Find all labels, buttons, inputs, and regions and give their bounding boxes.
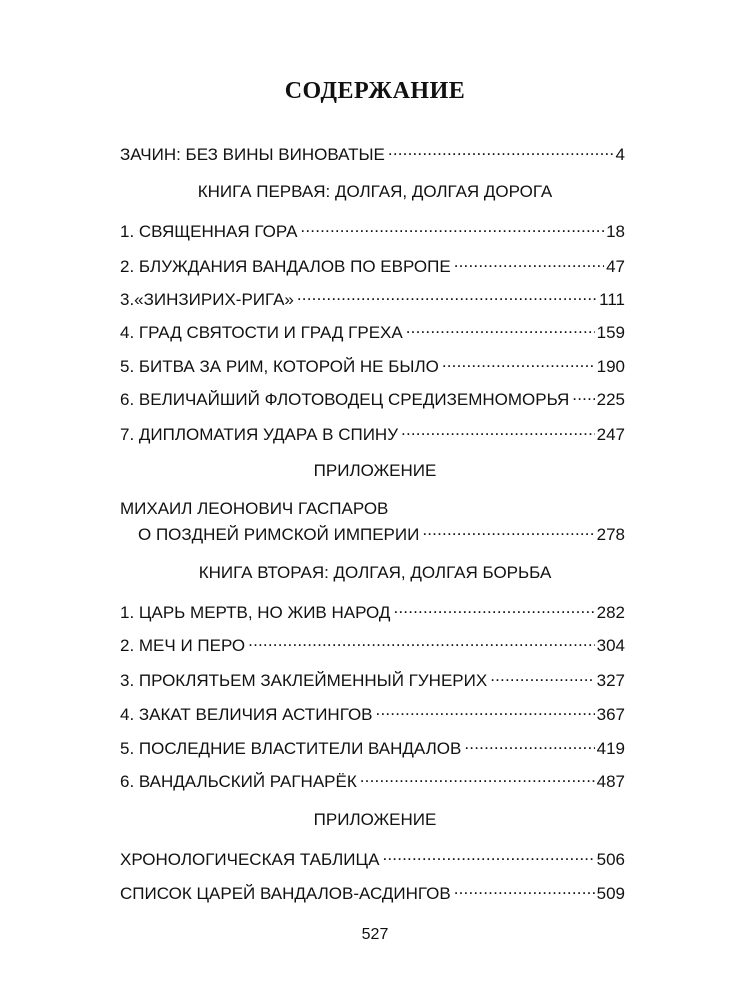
dot-leader [382, 848, 594, 865]
toc-entry [120, 288, 625, 310]
toc-entry [120, 255, 625, 277]
dot-leader [464, 737, 594, 754]
dot-leader [297, 288, 597, 305]
book1-heading: КНИГА ПЕРВАЯ: ДОЛГАЯ, ДОЛГАЯ ДОРОГА [197, 182, 553, 201]
toc-entry-label: 6. ВЕЛИЧАЙШИЙ ФЛОТОВОДЕЦ СРЕДИЗЕМНОМОРЬЯ [120, 390, 570, 409]
toc-entry-label: 6. ВАНДАЛЬСКИЙ РАГНАРЁК [120, 772, 357, 791]
toc-entry [120, 703, 625, 725]
page-title: СОДЕРЖАНИЕ [284, 78, 466, 104]
dot-leader [406, 321, 595, 338]
toc-entry-intro [120, 143, 625, 165]
toc-entry-label: СПИСОК ЦАРЕЙ ВАНДАЛОВ-АСДИНГОВ [120, 884, 451, 903]
toc-entry-page: 47 [606, 257, 625, 276]
toc-entry-label: 1. СВЯЩЕННАЯ ГОРА [120, 222, 298, 241]
dot-leader [393, 601, 594, 618]
appendix-heading: ПРИЛОЖЕНИЕ [313, 461, 437, 480]
toc-entry-label: ХРОНОЛОГИЧЕСКАЯ ТАБЛИЦА [120, 850, 380, 869]
toc-entry [120, 220, 625, 242]
toc-entry-label: ЗАЧИН: БЕЗ ВИНЫ ВИНОВАТЫЕ [120, 145, 385, 164]
toc-entry-page: 367 [596, 705, 625, 724]
toc-entry-appendix [138, 523, 625, 545]
dot-leader [422, 523, 594, 540]
dot-leader [388, 143, 614, 160]
toc-entry [120, 355, 625, 377]
toc-entry-label: 5. БИТВА ЗА РИМ, КОТОРОЙ НЕ БЫЛО [120, 357, 439, 376]
toc-entry-page: 225 [596, 390, 625, 409]
appendix-author: МИХАИЛ ЛЕОНОВИЧ ГАСПАРОВ [120, 499, 389, 518]
toc-entry-page: 304 [596, 636, 625, 655]
dot-leader [442, 355, 595, 372]
toc-entry-page: 278 [596, 525, 625, 544]
toc-entry-page: 419 [596, 739, 625, 758]
toc-entry-label: 4. ЗАКАТ ВЕЛИЧИЯ АСТИНГОВ [120, 705, 373, 724]
dot-leader [300, 220, 604, 237]
toc-entry-label: 2. МЕЧ И ПЕРО [120, 636, 246, 655]
dot-leader [454, 255, 604, 272]
toc-entry-page: 487 [596, 772, 625, 791]
toc-entry-label: 3.«ЗИНЗИРИХ-РИГА» [120, 290, 294, 309]
dot-leader [376, 703, 595, 720]
toc-entry [120, 388, 625, 410]
toc-entry-page: 190 [596, 357, 625, 376]
toc-entry-page: 4 [615, 145, 625, 164]
toc-entry [120, 770, 625, 792]
toc-entry [120, 423, 625, 445]
appendix-heading: ПРИЛОЖЕНИЕ [313, 810, 437, 829]
toc-entry-page: 327 [596, 671, 625, 690]
toc-entry [120, 634, 625, 656]
toc-entry-label: 1. ЦАРЬ МЕРТВ, НО ЖИВ НАРОД [120, 603, 391, 622]
toc-entry-page: 18 [606, 222, 625, 241]
toc-entry-appendix [120, 882, 625, 904]
toc-entry-label: О ПОЗДНЕЙ РИМСКОЙ ИМПЕРИИ [138, 525, 420, 544]
dot-leader [454, 882, 595, 899]
dot-leader [248, 634, 594, 651]
dot-leader [360, 770, 595, 787]
page-number: 527 [361, 926, 389, 943]
toc-entry-label: 7. ДИПЛОМАТИЯ УДАРА В СПИНУ [120, 425, 399, 444]
toc-entry-label: 5. ПОСЛЕДНИЕ ВЛАСТИТЕЛИ ВАНДАЛОВ [120, 739, 462, 758]
toc-entry-page: 509 [596, 884, 625, 903]
toc-entry-page: 159 [596, 323, 625, 342]
toc-entry [120, 669, 625, 691]
toc-entry-appendix [120, 848, 625, 870]
toc-entry-label: 2. БЛУЖДАНИЯ ВАНДАЛОВ ПО ЕВРОПЕ [120, 257, 451, 276]
toc-entry [120, 601, 625, 623]
book2-heading: КНИГА ВТОРАЯ: ДОЛГАЯ, ДОЛГАЯ БОРЬБА [198, 563, 552, 582]
toc-entry-label: 4. ГРАД СВЯТОСТИ И ГРАД ГРЕХА [120, 323, 403, 342]
dot-leader [401, 423, 595, 440]
toc-entry [120, 737, 625, 759]
toc-entry-label: 3. ПРОКЛЯТЬЕМ ЗАКЛЕЙМЕННЫЙ ГУНЕРИХ [120, 671, 488, 690]
dot-leader [572, 388, 594, 405]
dot-leader [490, 669, 594, 686]
toc-entry-page: 282 [596, 603, 625, 622]
toc-entry [120, 321, 625, 343]
toc-entry-page: 506 [596, 850, 625, 869]
toc-entry-page: 111 [599, 290, 625, 309]
toc-entry-page: 247 [596, 425, 625, 444]
